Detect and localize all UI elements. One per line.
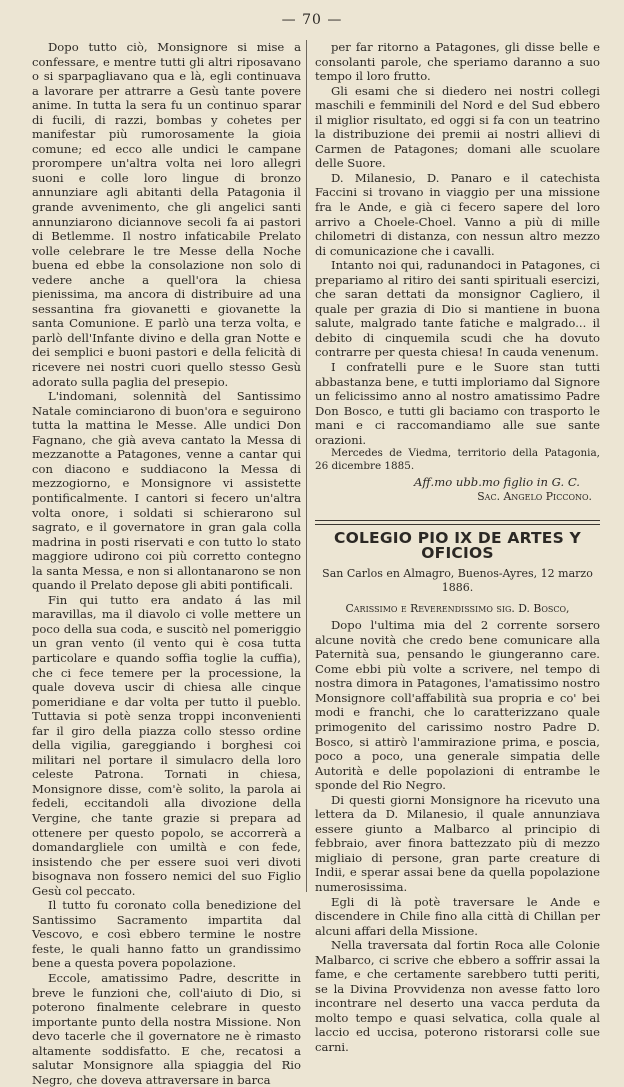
section-rule-bottom	[315, 524, 600, 525]
salutation: Carissimo e Reverendissimo sig. D. Bosco,	[345, 601, 570, 615]
section-paragraph-2: Di questi giorni Monsignore ha ricevuto una lettera da D. Milanesio, il quale annunziava essere giunto a Malbarco al principio di febbraio, aver finora battezzato più di mezzo migliaio di persone, gran parte creature di Indii, e sperar assai bene da quella popolazione numerosissima.	[315, 792, 600, 894]
section-rule-top	[315, 520, 600, 521]
right-paragraph-2: Gli esami che si diedero nei nostri collegi maschili e femminili del Nord e del Sud ebbero il miglior risultato, ed oggi si fa con un teatrino la distribuzione dei premii ai nostri allievi di Carmen de Patagones; domani alle scuolare delle Suore.	[315, 83, 600, 171]
right-paragraph-4: Intanto noi qui, radunandoci in Patagones, ci prepariamo al ritiro dei santi spirituali esercizi, che saran dettati da monsignor Cagliero, il quale per grazia di Dio si mantiene in buona salute, malgrado tante fatiche e malgrado... il debito di cinquemila scudi che ha dovuto contrarre per questa chiesa! In cauda venenum.	[315, 258, 600, 360]
left-column	[32, 40, 301, 1087]
left-paragraph-2: L'indomani, solennità del Santissimo Natale cominciarono di buon'ora e seguirono tutta la mattina le Messe. Alle undici Don Fagnano, che già aveva cantato la Messa di mezzanotte a Patagones, venne a cantar qui con diacono e suddiacono la Messa di mezzogiorno, e Monsignore vi assistette pontificalmente. I cantori si fecero un'altra volta onore, i soldati si schierarono sul sagrato, e il governatore in gran gala colla madrina in posti riservati e con tutto lo stato maggiore udirono coi più corretto contegno la santa Messa, e non si allontanarono se non quando il Prelato depose gli abiti pontificali.	[32, 389, 301, 593]
section-place-date: San Carlos en Almagro, Buenos-Ayres, 12 marzo 1886.	[322, 566, 593, 595]
left-paragraph-5: Eccole, amatissimo Padre, descritte in breve le funzioni che, coll'aiuto di Dio, si poterono finalmente celebrare in questo importante punto della nostra Missione. Non devo tacerle che il governatore ne è rimasto altamente soddisfatto. E che, recatosi a salutar Monsignore alla spiaggia del Rio Negro, che doveva attraversare in barca	[32, 971, 301, 1087]
left-paragraph-4: Il tutto fu coronato colla benedizione del Santissimo Sacramento impartita dal Vescovo, e così ebbero termine le nostre feste, le quali hanno fatto un grandissimo bene a questa povera popolazione.	[32, 898, 301, 971]
letter-place-date: Mercedes de Viedma, territorio della Patagonia, 26 dicembre 1885.	[315, 447, 600, 473]
right-column	[315, 40, 600, 1055]
letter-closing: Aff.mo ubb.mo figlio in G. C.	[413, 475, 580, 490]
letter-signature: Sac. Angelo Piccono.	[477, 489, 592, 503]
column-divider	[306, 40, 307, 892]
right-paragraph-3: D. Milanesio, D. Panaro e il catechista Faccini si trovano in viaggio per una missione fra le Ande, e già ci fecero sapere del loro arrivo a Choele-Choel. Vanno a più di mille chilometri di distanza, con nessun altro mezzo di comunicazione che i cavalli.	[315, 170, 600, 258]
section-paragraph-4: Nella traversata dal fortin Roca alle Colonie Malbarco, ci scrive che ebbero a soffrir assai la fame, e che certamente sarebbero tutti periti, se la Divina Provvidenza non avesse fatto loro incontrare nel deserto una vacca perduta da molto tempo e quasi selvatica, colla quale al laccio ed uccisa, poterono ristorarsi colle sue carni.	[315, 938, 600, 1054]
left-paragraph-3: Fin qui tutto era andato á las mil maravillas, ma il diavolo ci volle mettere un poco della sua coda, e suscitò nel pomeriggio un gran vento (il vento qui è cosa tutta particolare e quando soffia toglie la cuffia), che ci fece temere per la processione, la quale doveva uscir di chiesa alle cinque pomeridiane e dar volta per tutto il pueblo. Tuttavia si potè senza troppi inconvenienti far il giro della piazza collo stesso ordine della vigilia, gareggiando i borghesi coi militari nel portare il simulacro della loro celeste Patrona. Tornati in chiesa, Monsignore disse, com'è solito, la parola ai fedeli, eccitandoli alla divozione della Vergine, che tante grazie si prepara ad ottenere per questo popolo, se accorrerà a domandargliele con umiltà e con fede, insistendo che per essere suoi veri divoti bisognava non fossero nemici del suo Figlio Gesù col peccato.	[32, 592, 301, 898]
section-paragraph-1: Dopo l'ultima mia del 2 corrente sorsero alcune novità che credo bene comunicare alla Paternità sua, pensando le giungeranno care. Come ebbi più volte a scrivere, nel tempo di nostra dimora in Patagones, l'amatissimo nostro Monsignore coll'affabilità sua propria e co' bei modi e franchi, che lo caratterizzano quale primogenito del carissimo nostro Padre D. Bosco, si attirò l'ammirazione prima, e poscia, poco a poco, una generale simpatia delle Autorità e delle popolazioni di entrambe le sponde del Rio Negro.	[315, 618, 600, 793]
right-paragraph-5: I confratelli pure e le Suore stan tutti abbastanza bene, e tutti imploriamo dal Signore un felicissimo anno al nostro amatissimo Padre Don Bosco, e tutti gli baciamo con trasporto le mani e ci raccomandiamo alle sue sante orazioni.	[315, 360, 600, 447]
right-paragraph-1: per far ritorno a Patagones, gli disse belle e consolanti parole, che speriamo daranno a suo tempo il loro frutto.	[315, 40, 600, 84]
left-paragraph-1: Dopo tutto ciò, Monsignore si mise a confessare, e mentre tutti gli altri riposavano o si sparpagliavano qua e là, egli continuava a lavorare per attrarre a Gesù tante povere anime. In tutta la sera fu un continuo sparar di fucili, di razzi, bombas y cohetes per manifestar più rumorosamente la gioia comune; ed ecco alle undici le campane prorompere un'altra volta nei loro allegri suoni e colle loro lingue di bronzo annunziare agli abitanti della Patagonia il grande avvenimento, che gli angelici santi annunziarono diciannove secoli fa ai pastori di Betlemme. Il nostro infaticabile Prelato volle celebrare le tre Messe della Noche buena ed ebbe la consolazione non solo di vedere anche a quell'ora la chiesa pienissima, ma ancora di distribuire ad una sessantina fra giovanetti e giovanette la santa Comunione. E parlò una terza volta, e parlò dell'Infante divino e della gran Notte e dei semplici e buoni pastori e della felicità di ricevere nei nostri cuori quello stesso Gesù adorato sulla paglia del presepio.	[32, 40, 301, 389]
section-title: COLEGIO PIO IX DE ARTES Y OFICIOS	[334, 529, 581, 562]
page-number: — 70 —	[281, 12, 343, 28]
section-paragraph-3: Egli di là potè traversare le Ande e discendere in Chile fino alla città di Chillan per alcuni affari della Missione.	[315, 894, 600, 938]
